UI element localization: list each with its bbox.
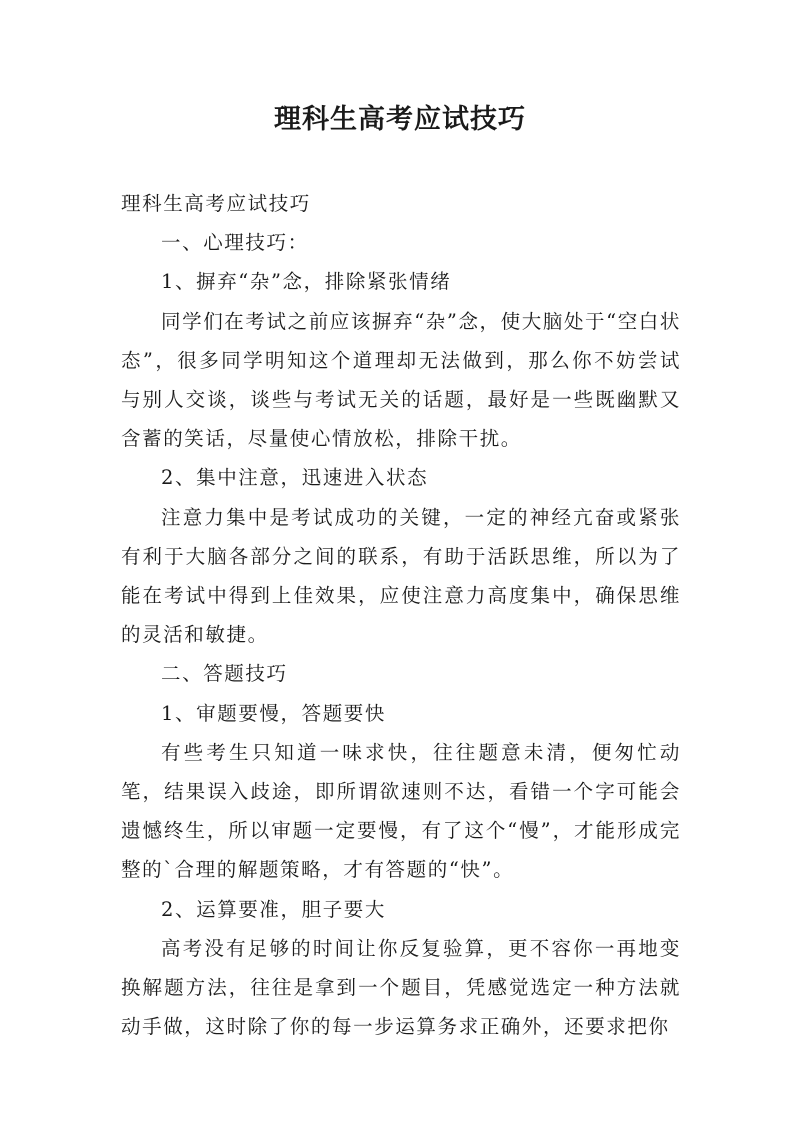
intro-heading: 理科生高考应试技巧 (121, 192, 311, 215)
document-title: 理科生高考应试技巧 (274, 104, 526, 135)
paragraph-accurate: 高考没有足够的时间让你反复验算，更不容你一再地变换解题方法，往往是拿到一个题目，凭感觉选定一种方法就动手做，这时除了你的每一步运算务求正确外，还要求把你 (121, 936, 681, 1039)
subheading-focus: 2、集中注意，迅速进入状态 (161, 466, 429, 490)
paragraph-clear-mind: 同学们在考试之前应该摒弃“杂”念，使大脑处于“空白状态”，很多同学明知这个道理却无法做到，那么你不妨尝试与别人交谈，谈些与考试无关的话题，最好是一些既幽默又含蓄的笑话，尽量使心情放松，排除干扰。 (121, 309, 682, 451)
paragraph-focus: 注意力集中是考试成功的关键，一定的神经亢奋或紧张有利于大脑各部分之间的联系，有助于活跃思维，所以为了能在考试中得到上佳效果，应使注意力高度集中，确保思维的灵活和敏捷。 (121, 505, 681, 647)
section-heading-answering: 二、答题技巧 (161, 662, 288, 686)
subheading-accurate: 2、运算要准，胆子要大 (161, 897, 387, 921)
section-heading-psychology: 一、心理技巧： (161, 231, 309, 255)
paragraph-read-slow: 有些考生只知道一味求快，往往题意未清，便匆忙动笔，结果误入歧途，即所谓欲速则不达，看错一个字可能会遗憾终生，所以审题一定要慢，有了这个“慢”，才能形成完整的`合理的解题策略，才有答题的“快”。 (121, 740, 681, 882)
subheading-clear-mind: 1、摒弃“杂”念，排除紧张情绪 (161, 270, 452, 294)
document-body (121, 184, 681, 1046)
subheading-read-slow: 1、审题要慢，答题要快 (161, 701, 387, 725)
